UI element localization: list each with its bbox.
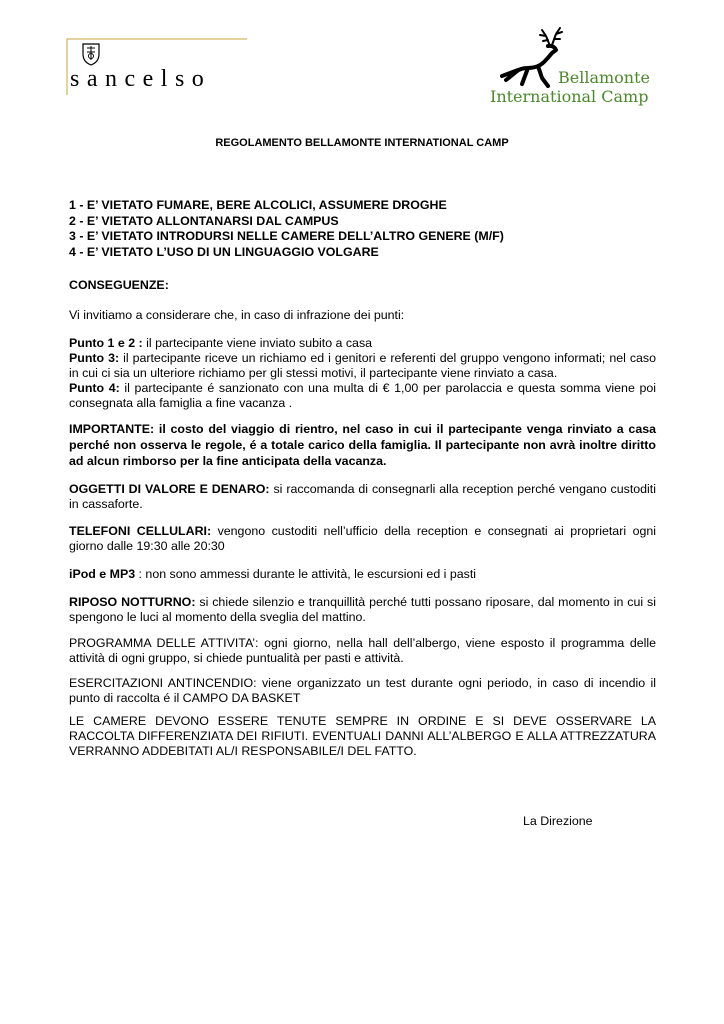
valuables-label: OGGETTI DI VALORE E DENARO:: [69, 482, 270, 496]
points-block: [69, 336, 656, 411]
rule-item: 4 - E’ VIETATO L’USO DI UN LINGUAGGIO VOLGARE: [69, 244, 379, 259]
rule-item: 2 - E’ VIETATO ALLONTANARSI DAL CAMPUS: [69, 213, 339, 228]
ipod-text: : non sono ammessi durante le attività, le escursioni ed i pasti: [135, 567, 477, 581]
phones-paragraph: [69, 524, 656, 554]
crest-icon: [80, 42, 102, 66]
valuables-paragraph: [69, 482, 656, 512]
consequences-heading: CONSEGUENZE:: [69, 278, 169, 292]
point-label: Punto 1 e 2 :: [69, 336, 143, 350]
rest-label: RIPOSO NOTTURNO:: [69, 595, 196, 609]
rule-item: 3 - E’ VIETATO INTRODURSI NELLE CAMERE DELL’ALTRO GENERE (M/F): [69, 229, 504, 243]
point-text: il partecipante viene inviato subito a casa: [142, 336, 373, 350]
fire-drill-paragraph: ESERCITAZIONI ANTINCENDIO: viene organizzato un test durante ogni periodo, in caso di incendio il punto di raccolta é il CAMPO DA BASKET: [69, 676, 656, 705]
point-text: il partecipante é sanzionato con una multa di € 1,00 per parolaccia e questa somma viene poi consegnata alla famiglia a fine vacanza .: [69, 381, 657, 410]
point-item: [69, 336, 656, 351]
sancelso-logo: [66, 38, 248, 98]
phones-text: vengono custoditi nell’ufficio della reception e consegnati ai proprietari ogni giorno dalle 19:30 alle 20:30: [69, 524, 656, 553]
bellamonte-logo: [486, 26, 661, 116]
phones-label: TELEFONI CELLULARI:: [69, 524, 212, 538]
program-paragraph: PROGRAMMA DELLE ATTIVITA’: ogni giorno, nella hall dell’albergo, viene esposto il programma delle attività di ogni gruppo, si chiede puntualità per pasti e attività.: [69, 636, 656, 665]
important-notice: IMPORTANTE: il costo del viaggio di rientro, nel caso in cui il partecipante venga rinviato a casa perché non osserva le regole, é a totale carico della famiglia. Il partecipante non avrà inoltre diritto ad alcun rimborso per la fine anticipata della vacanza.: [69, 422, 656, 468]
bellamonte-line1: Bellamonte: [558, 68, 651, 87]
intro-text: Vi invitiamo a considerare che, in caso di infrazione dei punti:: [69, 308, 405, 322]
rule-item: 1 - E’ VIETATO FUMARE, BERE ALCOLICI, ASSUMERE DROGHE: [69, 198, 447, 212]
point-item: [69, 381, 656, 411]
valuables-text: si raccomanda di consegnarli alla reception perché vengano custoditi in cassaforte.: [69, 482, 656, 511]
bellamonte-line2: International Camp: [490, 87, 649, 106]
page-title: REGOLAMENTO BELLAMONTE INTERNATIONAL CAMP: [215, 137, 509, 149]
sancelso-wordmark: sancelso: [70, 66, 212, 92]
signature: La Direzione: [523, 814, 593, 828]
rooms-paragraph: LE CAMERE DEVONO ESSERE TENUTE SEMPRE IN ORDINE E SI DEVE OSSERVARE LA RACCOLTA DIFFERENZIATA DEI RIFIUTI. EVENTUALI DANNI ALL’ALBERGO E ALLA ATTREZZATURA VERRANNO ADDEBITATI AL/I RESPONSABILE/I DEL FATTO.: [69, 714, 656, 758]
point-label: Punto 4:: [69, 381, 120, 395]
point-text: il partecipante riceve un richiamo ed i genitori e referenti del gruppo vengono informati; nel caso in cui ci sia un ulteriore richiamo per gli stessi motivi, il partecipante viene rinviato a casa.: [69, 351, 657, 380]
ipod-label: iPod e MP3: [69, 567, 136, 581]
point-label: Punto 3:: [69, 351, 120, 365]
rest-paragraph: [69, 595, 656, 625]
ipod-paragraph: [69, 567, 656, 582]
point-item: [69, 351, 656, 381]
rules-list: [69, 198, 656, 260]
rest-text: si chiede silenzio e tranquillità perché tutti possano riposare, dal momento in cui si spengono le luci al momento della sveglia del mattino.: [69, 595, 656, 624]
